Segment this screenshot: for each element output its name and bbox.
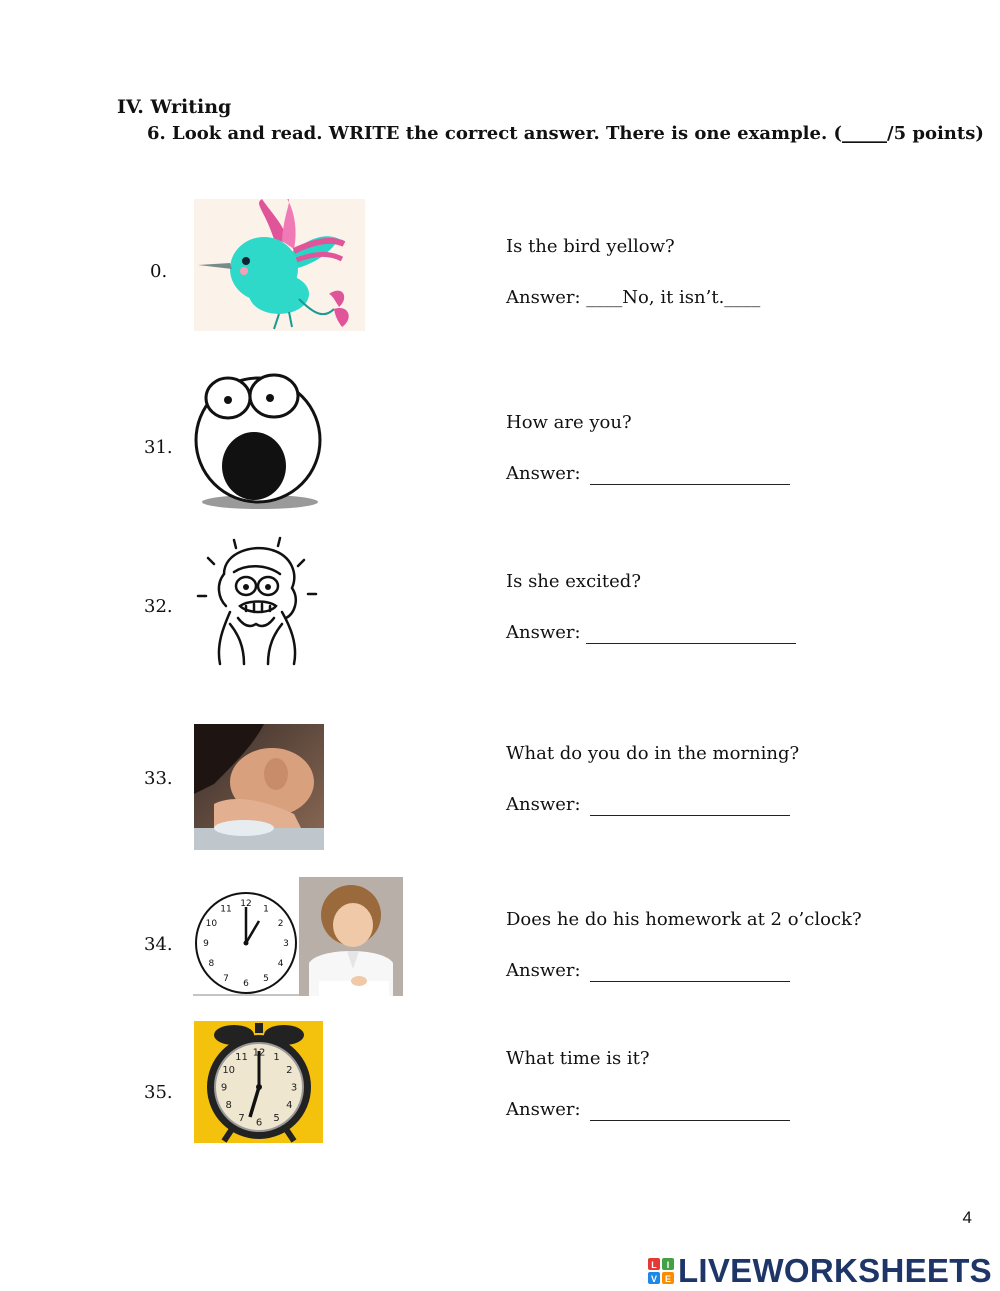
answer-input-35[interactable] (590, 1100, 790, 1121)
clock-numeral: 4 (277, 959, 284, 970)
clock-numeral: 6 (243, 979, 249, 990)
instructions: 6. Look and read. WRITE the correct answer. There is one example. (_____/5 points) (147, 123, 984, 144)
example-answer: ____No, it isn’t.____ (586, 287, 761, 308)
clock-numeral: 1 (273, 1052, 280, 1064)
surprised-face-icon (194, 370, 325, 510)
clock-numeral: 6 (255, 1117, 263, 1129)
washing-face-photo (194, 724, 324, 850)
clock-numeral: 3 (283, 939, 289, 950)
answer-line (506, 960, 790, 982)
clock-numeral: 5 (263, 973, 269, 984)
liveworksheets-logo[interactable] (648, 1252, 992, 1290)
answer-input-32[interactable] (586, 623, 796, 644)
svg-text:V: V (650, 1274, 657, 1284)
clock-numeral: 8 (208, 959, 215, 970)
page-number: 4 (962, 1208, 972, 1227)
question-number: 31. (144, 437, 173, 458)
question-text: Is the bird yellow? (506, 236, 675, 257)
logo-blocks-icon (648, 1258, 674, 1284)
section-title: IV. Writing (117, 96, 232, 118)
answer-input-31[interactable] (590, 464, 790, 485)
clock-numeral: 11 (235, 1052, 248, 1064)
clock-numeral: 8 (225, 1100, 232, 1111)
question-number: 35. (144, 1082, 173, 1103)
clock-numeral: 2 (277, 919, 284, 930)
clock-numeral: 12 (240, 899, 252, 910)
svg-text:E: E (664, 1274, 671, 1284)
clock-numeral: 12 (252, 1047, 266, 1059)
answer-line (506, 1099, 790, 1121)
question-text: How are you? (506, 412, 632, 433)
hummingbird-icon (194, 199, 365, 331)
answer-line (506, 287, 760, 308)
clock-numeral: 2 (286, 1065, 293, 1076)
clock-numeral: 10 (222, 1065, 236, 1076)
clock-numeral: 3 (290, 1082, 298, 1094)
clock-numeral: 5 (273, 1112, 280, 1124)
svg-text:I: I (666, 1260, 670, 1270)
clock-numeral: 9 (220, 1082, 228, 1094)
answer-label: Answer: (506, 622, 581, 643)
clock-numeral: 1 (263, 904, 269, 915)
question-text: Does he do his homework at 2 o’clock? (506, 909, 862, 930)
clock-numeral: 7 (238, 1112, 245, 1124)
answer-label: Answer: (506, 1099, 581, 1120)
question-number: 33. (144, 768, 173, 789)
clock-numeral: 4 (286, 1100, 293, 1111)
answer-input-33[interactable] (590, 795, 790, 816)
alarm-clock-photo (194, 1021, 323, 1143)
answer-label: Answer: (506, 287, 581, 308)
clock-numeral: 9 (203, 939, 209, 950)
logo-text: LIVEWORKSHEETS (677, 1252, 992, 1289)
answer-line (506, 622, 796, 644)
answer-line (506, 463, 790, 485)
clock-numeral: 10 (205, 919, 218, 930)
boy-homework-photo (299, 877, 403, 996)
scared-girl-icon (194, 534, 319, 676)
question-text: Is she excited? (506, 571, 641, 592)
question-text: What do you do in the morning? (506, 743, 800, 764)
answer-line (506, 794, 790, 816)
wall-clock-icon (193, 887, 299, 997)
answer-label: Answer: (506, 960, 581, 981)
svg-text:L: L (651, 1260, 657, 1270)
question-number: 32. (144, 596, 173, 617)
answer-input-34[interactable] (590, 961, 790, 982)
question-number: 34. (144, 934, 173, 955)
question-number: 0. (150, 261, 168, 282)
answer-label: Answer: (506, 463, 581, 484)
question-text: What time is it? (506, 1048, 650, 1069)
clock-numeral: 7 (223, 973, 229, 984)
answer-label: Answer: (506, 794, 581, 815)
clock-numeral: 11 (220, 904, 232, 915)
